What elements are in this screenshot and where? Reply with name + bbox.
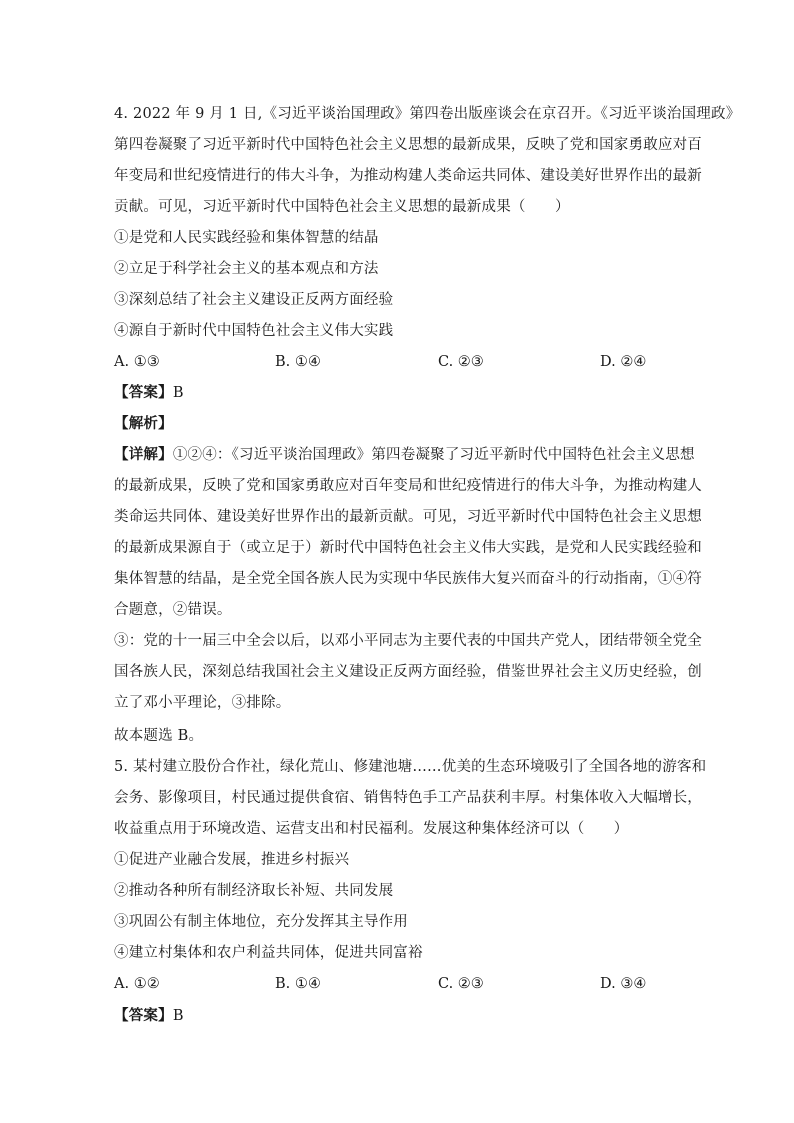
- q4-item: ①是党和人民实践经验和集体智慧的结晶: [114, 230, 379, 246]
- q5-option-a: A. ①②: [114, 976, 160, 992]
- q4-detail-line: 国各族人民，深刻总结我国社会主义建设正反两方面经验，借鉴世界社会主义历史经验，创: [114, 664, 702, 680]
- q4-detail-line: 立了邓小平理论，③排除。: [114, 695, 291, 711]
- q4-item: ②立足于科学社会主义的基本观点和方法: [114, 261, 379, 277]
- q4-option-c: C. ②③: [438, 354, 484, 370]
- q4-detail-line: [114, 445, 695, 465]
- q5-stem-line: 会务、影像项目，村民通过提供食宿、销售特色手工产品获利丰厚。村集体收入大幅增长，: [114, 790, 702, 806]
- q4-item: ④源自于新时代中国特色社会主义伟大实践: [114, 323, 394, 339]
- q4-detail-line: ③：党的十一届三中全会以后，以邓小平同志为主要代表的中国共产党人，团结带领全党全: [114, 633, 702, 649]
- q4-detail-line: 的最新成果源自于（或立足于）新时代中国特色社会主义伟大实践，是党和人民实践经验和: [114, 540, 702, 556]
- q4-detail-line: 的最新成果，反映了党和国家勇敢应对百年变局和世纪疫情进行的伟大斗争，为推动构建人: [114, 478, 702, 494]
- q4-detail-line: 集体智慧的结晶，是全党全国各族人民为实现中华民族伟大复兴而奋斗的行动指南，①④符: [114, 571, 702, 587]
- q4-conclusion: 故本题选 B。: [114, 728, 204, 744]
- q4-item: ③深刻总结了社会主义建设正反两方面经验: [114, 292, 394, 308]
- q5-stem-line: 收益重点用于环境改造、运营支出和村民福利。发展这种集体经济可以（ ）: [114, 821, 629, 837]
- q5-stem-line: 5. 某村建立股份合作社，绿化荒山、修建池塘……优美的生态环境吸引了全国各地的游客和: [114, 759, 707, 775]
- q4-analysis-label: 【解析】: [114, 415, 173, 432]
- q5-option-d: D. ③④: [600, 976, 647, 992]
- q5-item: ④建立村集体和农户利益共同体，促进共同富裕: [114, 945, 423, 961]
- answer-label: 【答案】: [114, 384, 173, 401]
- q4-detail-line: 类命运共同体、建设美好世界作出的最新贡献。可见，习近平新时代中国特色社会主义思想: [114, 509, 702, 525]
- answer-value: B: [172, 1008, 184, 1024]
- q4-stem-line: 年变局和世纪疫情进行的伟大斗争，为推动构建人类命运共同体、建设美好世界作出的最新: [114, 168, 702, 184]
- q4-option-d: D. ②④: [600, 354, 647, 370]
- detail-label: 【详解】: [114, 446, 173, 463]
- q4-detail-line: 合题意，②错误。: [114, 602, 232, 618]
- q5-option-c: C. ②③: [438, 976, 484, 992]
- q5-item: ③巩固公有制主体地位，充分发挥其主导作用: [114, 914, 408, 930]
- q4-stem-line: 贡献。可见，习近平新时代中国特色社会主义思想的最新成果（ ）: [114, 199, 570, 215]
- q4-option-b: B. ①④: [275, 354, 321, 370]
- q5-answer: [114, 1006, 184, 1026]
- answer-value: B: [172, 385, 184, 401]
- q4-stem-line: 4. 2022 年 9 月 1 日,《习近平谈治国理政》第四卷出版座谈会在京召开。《习近平谈治国理政》: [114, 106, 741, 122]
- q5-item: ②推动各种所有制经济取长补短、共同发展: [114, 883, 394, 899]
- q5-item: ①促进产业融合发展，推进乡村振兴: [114, 852, 350, 868]
- q4-answer: [114, 383, 184, 403]
- q5-option-b: B. ①④: [275, 976, 321, 992]
- q4-stem-line: 第四卷凝聚了习近平新时代中国特色社会主义思想的最新成果，反映了党和国家勇敢应对百: [114, 137, 702, 153]
- answer-label: 【答案】: [114, 1007, 173, 1024]
- q4-option-a: A. ①③: [114, 354, 160, 370]
- detail-text: ①②④：《习近平谈治国理政》第四卷凝聚了习近平新时代中国特色社会主义思想: [172, 447, 695, 463]
